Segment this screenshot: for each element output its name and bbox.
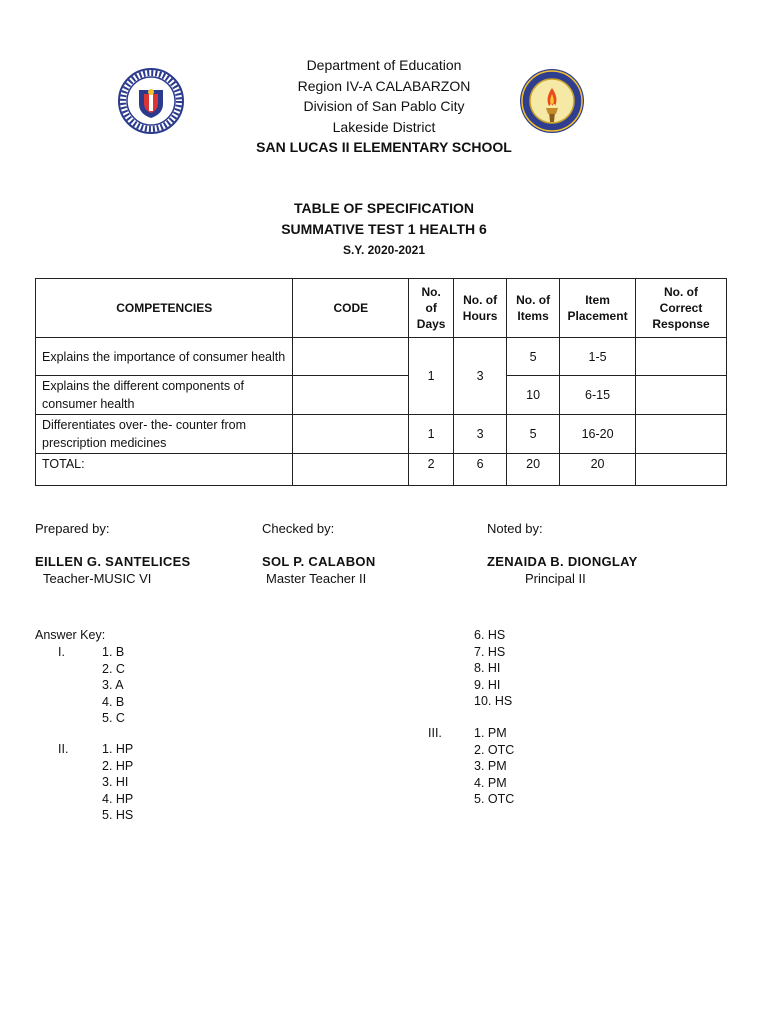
total-placement: 20 [560, 454, 636, 486]
answer-item: 4. B [102, 694, 125, 709]
answer-list-section-3 [474, 725, 514, 808]
region-name: Region IV-A CALABARZON [297, 77, 471, 94]
signatory-role: Prepared by: [35, 521, 110, 536]
placement-cell: 16-20 [560, 415, 636, 454]
answer-key-label: Answer Key: [35, 628, 106, 642]
competency-cell: Explains the different components of consumer health [36, 376, 293, 415]
answer-item: 1. HP [102, 742, 134, 756]
header-items: No. of Items [507, 279, 560, 338]
competency-cell: Differentiates over- the- counter from prescription medicines [36, 415, 293, 454]
correct-response-cell [636, 376, 727, 415]
answer-item: 3. A [102, 678, 124, 692]
school-name: SAN LUCAS II ELEMENTARY SCHOOL [256, 139, 512, 155]
table-header-row [36, 279, 727, 338]
answer-item: 3. PM [474, 759, 507, 773]
signatory-noted [487, 521, 638, 586]
section-numeral: III. [428, 726, 442, 740]
answer-item: 2. HP [102, 758, 134, 773]
answer-item: 5. C [102, 711, 125, 725]
signatory-role: Noted by: [487, 521, 543, 536]
total-days: 2 [409, 454, 454, 486]
signatory-position: Master Teacher II [266, 571, 367, 586]
answer-item: 1. PM [474, 726, 507, 740]
placement-cell: 6-15 [560, 376, 636, 415]
signatory-position: Principal II [525, 571, 586, 586]
answer-list-section-1 [102, 644, 125, 727]
header-days: No. of Days [409, 279, 454, 338]
correct-response-cell [636, 338, 727, 376]
signatory-checked [262, 521, 376, 586]
header-competencies: COMPETENCIES [36, 279, 293, 338]
answer-list-section-2 [102, 741, 133, 824]
items-cell: 10 [507, 376, 560, 415]
answer-item: 9. HI [474, 677, 501, 692]
total-items: 20 [507, 454, 560, 486]
answer-item: 6. HS [474, 628, 506, 642]
answer-item: 4. PM [474, 775, 507, 790]
hours-cell: 3 [454, 338, 507, 415]
table-row [36, 338, 727, 376]
section-numeral: II. [58, 742, 69, 756]
answer-item: 5. OTC [474, 792, 515, 806]
competency-cell: Explains the importance of consumer health [36, 338, 293, 376]
table-row [36, 415, 727, 454]
header-placement: Item Placement [560, 279, 636, 338]
items-cell: 5 [507, 415, 560, 454]
code-cell [293, 454, 409, 486]
signatory-name: EILLEN G. SANTELICES [35, 554, 191, 569]
days-cell: 1 [409, 338, 454, 415]
answer-item: 3. HI [102, 775, 129, 789]
document-subtitle: SUMMATIVE TEST 1 HEALTH 6 [281, 221, 487, 237]
table-row [36, 376, 727, 415]
answer-item: 2. C [102, 661, 125, 676]
answer-list-section-2-continued [474, 627, 512, 710]
answer-item: 8. HI [474, 661, 501, 675]
total-row [36, 454, 727, 486]
placement-cell: 1-5 [560, 338, 636, 376]
department-name: Department of Education [306, 57, 462, 73]
hours-cell: 3 [454, 415, 507, 454]
school-year: S.Y. 2020-2021 [342, 243, 426, 257]
code-cell [293, 338, 409, 376]
signatory-name: SOL P. CALABON [262, 554, 376, 569]
total-hours: 6 [454, 454, 507, 486]
answer-item: 4. HP [102, 791, 134, 806]
signatory-name: ZENAIDA B. DIONGLAY [487, 554, 638, 569]
signatory-role: Checked by: [262, 521, 335, 536]
correct-response-cell [636, 415, 727, 454]
signatory-position: Teacher-MUSIC VI [43, 571, 152, 586]
answer-item: 2. OTC [474, 742, 515, 757]
answer-item: 5. HS [102, 808, 134, 822]
district-name: Lakeside District [332, 118, 436, 135]
header-code: CODE [293, 279, 409, 338]
days-cell: 1 [409, 415, 454, 454]
answer-item: 7. HS [474, 644, 506, 659]
answer-item: 1. B [102, 645, 125, 659]
header-correct-response: No. of Correct Response [636, 279, 727, 338]
specification-table [35, 278, 727, 486]
code-cell [293, 376, 409, 415]
document-title: TABLE OF SPECIFICATION [294, 200, 474, 216]
code-cell [293, 415, 409, 454]
section-numeral: I. [58, 645, 65, 659]
correct-response-cell [636, 454, 727, 486]
signatory-prepared [35, 521, 191, 586]
division-name: Division of San Pablo City [303, 98, 465, 114]
answer-item: 10. HS [474, 694, 513, 708]
header-hours: No. of Hours [454, 279, 507, 338]
total-label: TOTAL: [36, 454, 293, 486]
items-cell: 5 [507, 338, 560, 376]
